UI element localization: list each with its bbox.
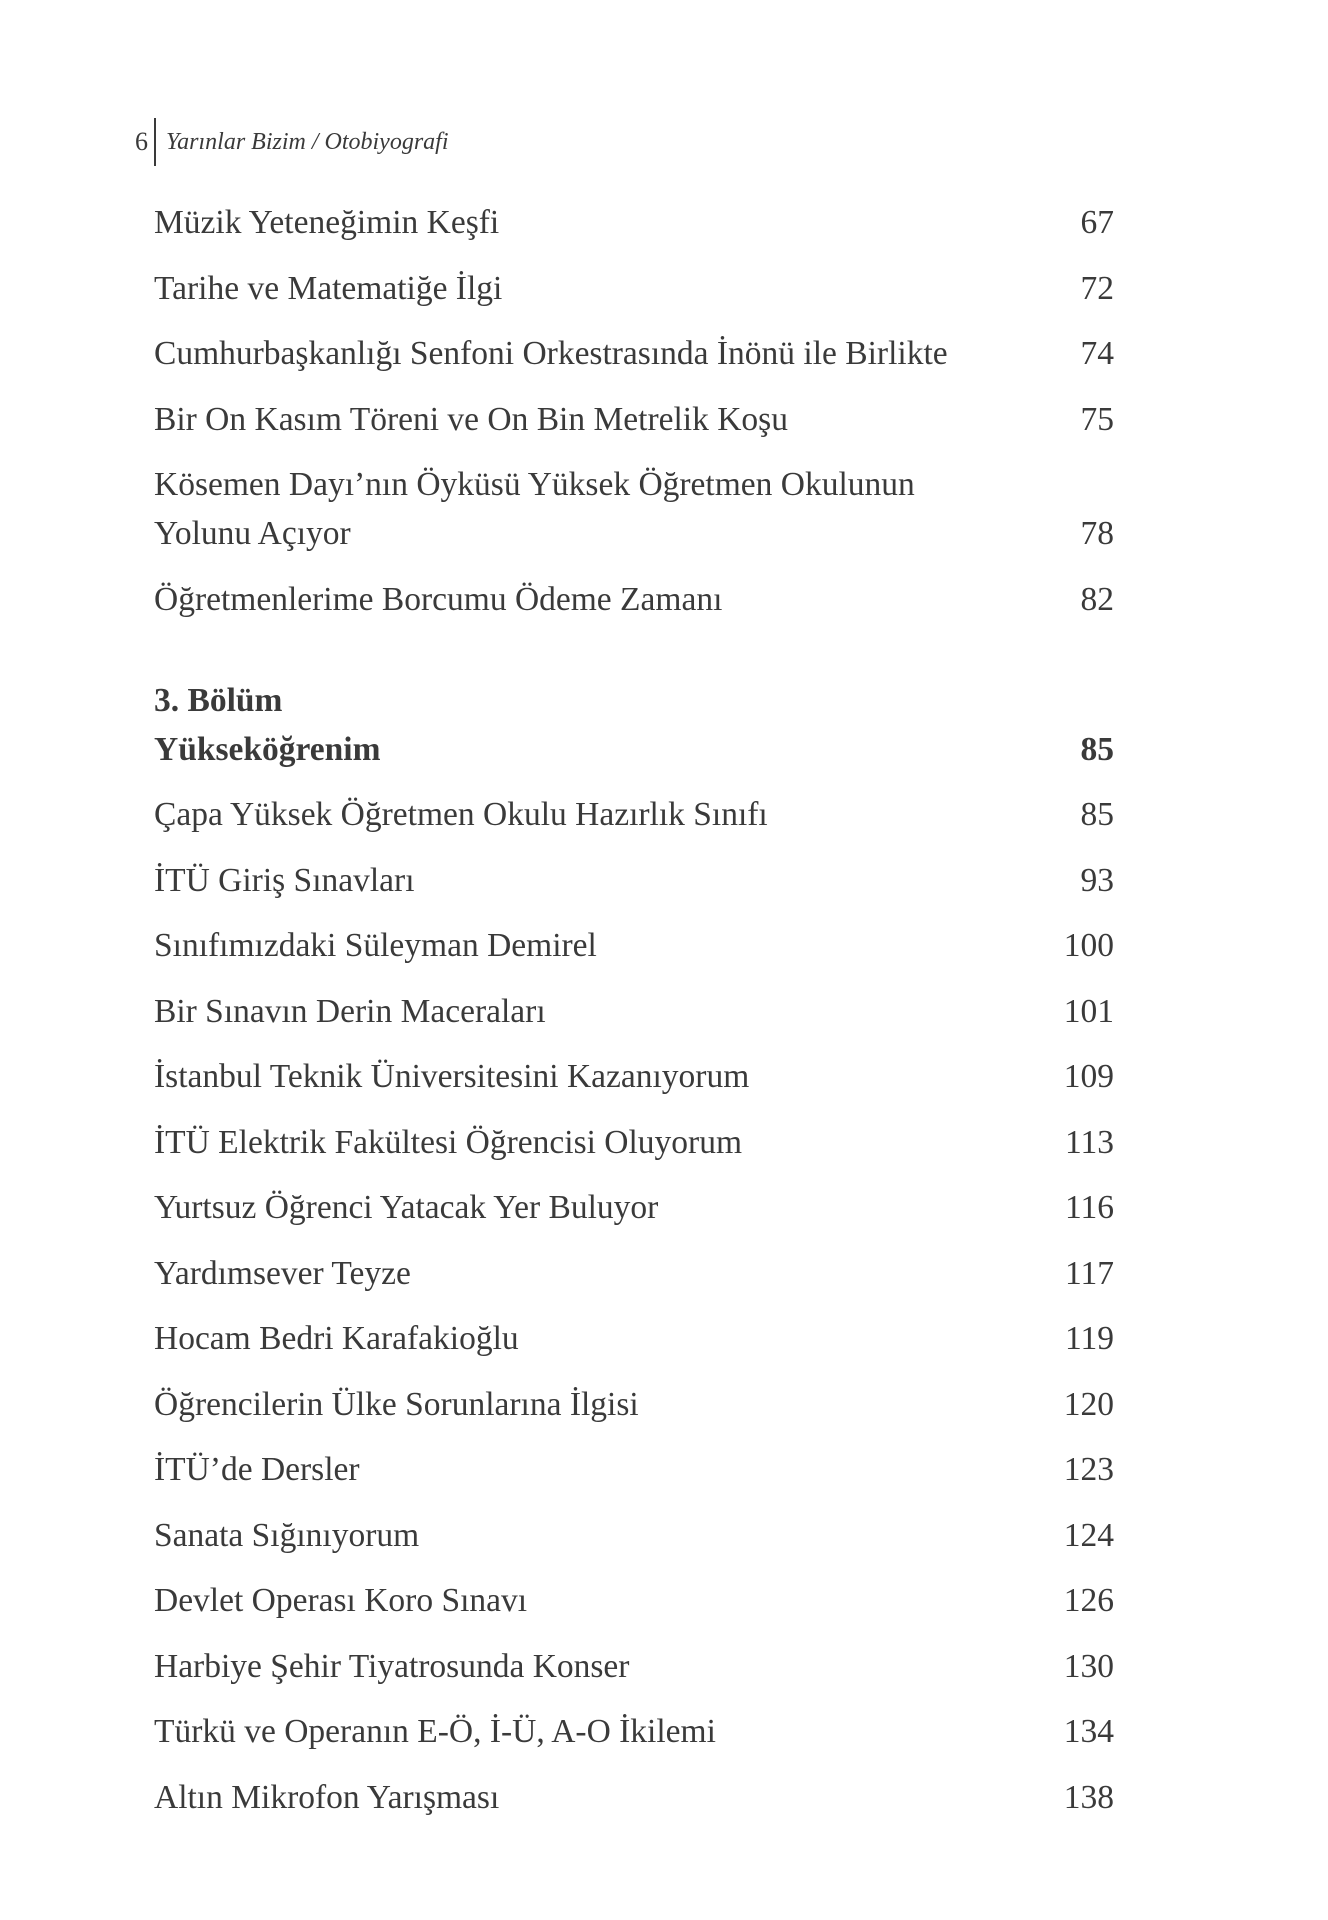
chapter-page: 85: [1080, 730, 1114, 768]
toc-entry-title-line-2: Yolunu Açıyor: [154, 515, 351, 552]
toc-entry-title: İTÜ Giriş Sınavları: [154, 861, 415, 899]
page-number: 6: [135, 127, 148, 156]
toc-entry-title: Öğretmenlerime Borcumu Ödeme Zamanı: [154, 580, 723, 618]
toc-entry-title: Altın Mikrofon Yarışması: [154, 1778, 500, 1816]
toc-entry-title: Müzik Yeteneğimin Keşfi: [154, 204, 500, 241]
chapter-heading: [154, 676, 1114, 774]
toc-entry: [154, 198, 1114, 247]
toc-entry-title: Sınıfımızdaki Süleyman Demirel: [154, 927, 597, 964]
toc-entry-page: 93: [1080, 861, 1114, 899]
toc-entry-page: 113: [1064, 1123, 1114, 1161]
chapter-label: 3. Bölüm: [154, 681, 283, 719]
toc-entry-title: İTÜ’de Dersler: [154, 1451, 360, 1488]
toc-entry-page: 75: [1080, 400, 1114, 438]
toc-entry-title: Yardımsever Teyze: [154, 1254, 411, 1292]
toc-entry-title: Yurtsuz Öğrenci Yatacak Yer Buluyor: [154, 1189, 659, 1226]
toc-entry-title: Bir On Kasım Töreni ve On Bin Metrelik Koşu: [154, 400, 788, 438]
toc-entry-page: 100: [1063, 927, 1114, 964]
table-of-contents: [154, 198, 1114, 1838]
toc-entry: [154, 1183, 1114, 1232]
toc-entry: [154, 1249, 1114, 1298]
toc-entry-title: İTÜ Elektrik Fakültesi Öğrencisi Oluyorum: [154, 1123, 743, 1161]
toc-entry: [154, 1576, 1114, 1625]
toc-entry: [154, 1642, 1114, 1691]
toc-entry-page: 78: [1080, 515, 1114, 552]
toc-entry-title: Devlet Operası Koro Sınavı: [154, 1582, 528, 1619]
toc-entry-page: 117: [1064, 1254, 1114, 1292]
toc-entry: [154, 1511, 1114, 1560]
toc-entry-title: Öğrencilerin Ülke Sorunlarına İlgisi: [154, 1385, 639, 1423]
toc-entry: [154, 460, 1114, 558]
toc-entry: [154, 1380, 1114, 1429]
toc-entry-page: 120: [1063, 1385, 1114, 1423]
toc-entry-page: 124: [1063, 1516, 1114, 1554]
toc-entry: [154, 1118, 1114, 1167]
header-divider: [154, 118, 156, 166]
toc-entry: [154, 1314, 1114, 1363]
toc-entry-page: 85: [1080, 796, 1114, 833]
toc-entry-title: Hocam Bedri Karafakioğlu: [154, 1320, 519, 1357]
toc-entry-title: Türkü ve Operanın E-Ö, İ-Ü, A-O İkilemi: [154, 1713, 716, 1750]
toc-entry-title: Çapa Yüksek Öğretmen Okulu Hazırlık Sınıfı: [154, 796, 768, 833]
toc-entry: [154, 575, 1114, 624]
toc-entry-page: 134: [1063, 1713, 1114, 1750]
toc-entry: [154, 1052, 1114, 1101]
chapter-title: Yükseköğrenim: [154, 730, 381, 768]
toc-entry: [154, 790, 1114, 839]
toc-entry-page: 116: [1064, 1189, 1114, 1226]
toc-entry: [154, 1707, 1114, 1756]
toc-entry: [154, 856, 1114, 905]
toc-entry: [154, 329, 1114, 378]
toc-entry-page: 109: [1063, 1058, 1114, 1095]
toc-entry-page: 138: [1063, 1778, 1114, 1816]
toc-entry-page: 123: [1063, 1451, 1114, 1488]
toc-entry-page: 82: [1080, 580, 1114, 618]
toc-entry-title-line-1: Kösemen Dayı’nın Öyküsü Yüksek Öğretmen Okulunun: [154, 466, 915, 503]
toc-entry-page: 130: [1063, 1647, 1114, 1685]
toc-entry-page: 126: [1063, 1582, 1114, 1619]
toc-entry: [154, 395, 1114, 444]
toc-entry-title: Tarihe ve Matematiğe İlgi: [154, 269, 503, 307]
book-title: Yarınlar Bizim / Otobiyografi: [166, 128, 449, 155]
toc-entry: [154, 921, 1114, 970]
toc-entry-title: Bir Sınavın Derin Maceraları: [154, 992, 546, 1030]
toc-entry: [154, 1445, 1114, 1494]
toc-entry-title: Sanata Sığınıyorum: [154, 1516, 420, 1554]
toc-entry-page: 72: [1080, 269, 1114, 307]
toc-entry: [154, 987, 1114, 1036]
toc-entry: [154, 264, 1114, 313]
toc-entry: [154, 1773, 1114, 1822]
running-head: [126, 120, 449, 164]
toc-entry-page: 74: [1080, 335, 1114, 372]
toc-entry-page: 67: [1080, 204, 1114, 241]
toc-entry-page: 101: [1063, 992, 1114, 1030]
toc-entry-title: Cumhurbaşkanlığı Senfoni Orkestrasında İnönü ile Birlikte: [154, 335, 948, 372]
toc-entry-title: İstanbul Teknik Üniversitesini Kazanıyorum: [154, 1058, 750, 1095]
toc-entry-title: Harbiye Şehir Tiyatrosunda Konser: [154, 1647, 630, 1685]
toc-entry-page: 119: [1064, 1320, 1114, 1357]
